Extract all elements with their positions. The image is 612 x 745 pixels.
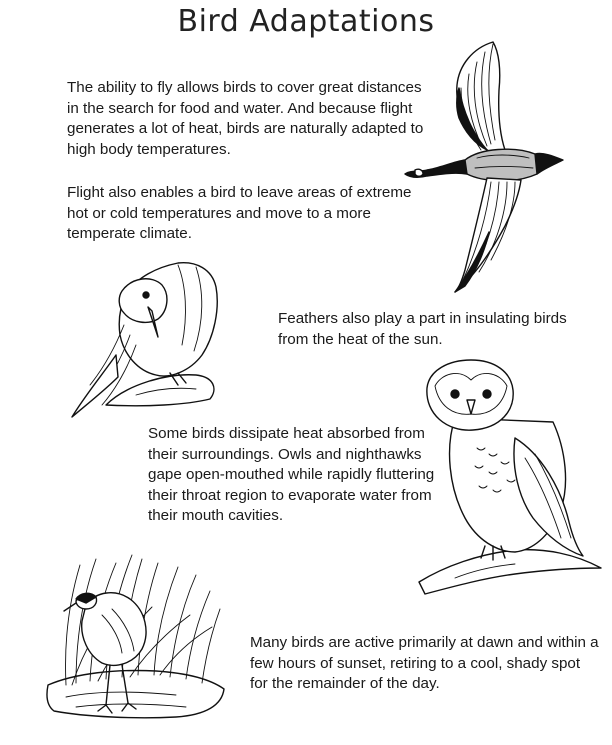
paragraph-feathers-insulation: Feathers also play a part in insulating birds from the heat of the sun. <box>278 310 567 348</box>
paragraph-flight-distance: The ability to fly allows birds to cover great distances in the search for food and water. And because flight generates a lot of heat, birds are naturally adapted to high body temperatures. <box>67 79 424 158</box>
owl-illustration <box>415 358 605 598</box>
heron-illustration <box>46 545 226 725</box>
paragraph-heat-dissipation: Some birds dissipate heat absorbed from their surroundings. Owls and nighthawks gape open-mouthed while rapidly fluttering their throat region to evaporate water from their mouth cavities. <box>148 425 435 524</box>
songbird-illustration <box>66 255 226 430</box>
paragraph-flight-migration: Flight also enables a bird to leave areas of extreme hot or cold temperatures and move to a more temperate climate. <box>67 184 412 242</box>
page-title: Bird Adaptations <box>177 4 435 39</box>
goose-illustration <box>395 40 575 295</box>
paragraph-activity-times: Many birds are active primarily at dawn and within a few hours of sunset, retiring to a cool, shady spot for the remainder of the day. <box>250 634 599 692</box>
